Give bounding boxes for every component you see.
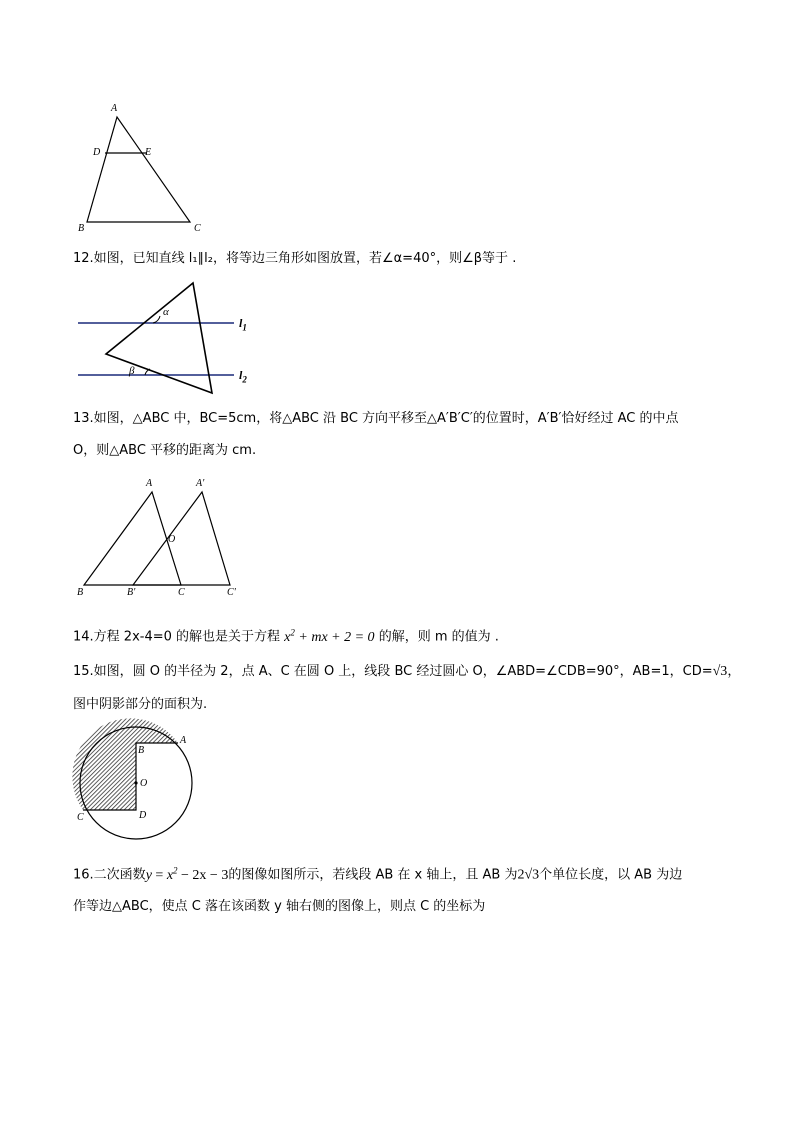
q15-sqrt3: √3 [712, 664, 728, 679]
label-c: C [178, 587, 185, 598]
label-l2: $l_2$ [239, 368, 247, 385]
label-b: B [138, 745, 145, 756]
label-beta: β [129, 365, 135, 377]
label-b: B [77, 587, 84, 598]
question-13-line2: O，则△ABC 平移的距离为 cm. [73, 443, 257, 458]
label-a: A [180, 735, 187, 746]
question-13-line1: 13.如图，△ABC 中，BC=5cm，将△ABC 沿 BC 方向平移至△A′B′C′的位置时，A′B′恰好经过 AC 的中点 [73, 411, 679, 426]
label-o: O [140, 778, 148, 789]
q16-length: 2√3 [517, 867, 540, 883]
label-d: D [93, 147, 101, 158]
q15-text-pre: 15.如图，圆 O 的半径为 2，点 A、C 在圆 O 上，线段 BC 经过圆心 O，∠ABD=∠CDB=90°，AB=1，CD= [73, 664, 713, 679]
label-c: C [194, 223, 201, 234]
label-alpha: α [163, 306, 169, 318]
question-16-line2: 作等边△ABC，使点 C 落在该函数 y 轴右侧的图像上，则点 C 的坐标为 [73, 899, 486, 914]
label-l1: $l_1$ [239, 316, 247, 333]
q14-equation: $x^2$ + mx + 2 = 0 [284, 627, 375, 645]
question-12: 12.如图，已知直线 l₁∥l₂，将等边三角形如图放置，若∠α=40°，则∠β等于 . [73, 251, 517, 266]
q16-text-post: 个单位长度，以 AB 为边 [539, 867, 683, 883]
label-a: A [146, 478, 153, 489]
q16-text-mid: 的图像如图所示，若线段 AB 在 x 轴上，且 AB 为 [228, 867, 518, 883]
label-c: C [77, 812, 84, 823]
q14-text-pre: 14.方程 2x-4=0 的解也是关于方程 [73, 629, 281, 645]
question-15-line2: 图中阴影部分的面积为. [73, 697, 208, 712]
q15-text-post: ， [727, 664, 741, 679]
label-a: A [111, 103, 118, 114]
label-b-prime: B' [127, 587, 136, 598]
q16-equation: $y = x^2 - 2x - 3$ [145, 865, 229, 883]
label-c-prime: C' [227, 587, 236, 598]
label-o: O [168, 534, 176, 545]
q16-text-pre: 16.二次函数 [73, 867, 146, 883]
q14-text-post: 的解，则 m 的值为 . [378, 629, 499, 645]
question-16-line1 [73, 862, 682, 884]
label-e: E [145, 147, 152, 158]
label-b: B [78, 223, 85, 234]
label-d: D [139, 810, 147, 821]
label-a-prime: A' [196, 478, 205, 489]
